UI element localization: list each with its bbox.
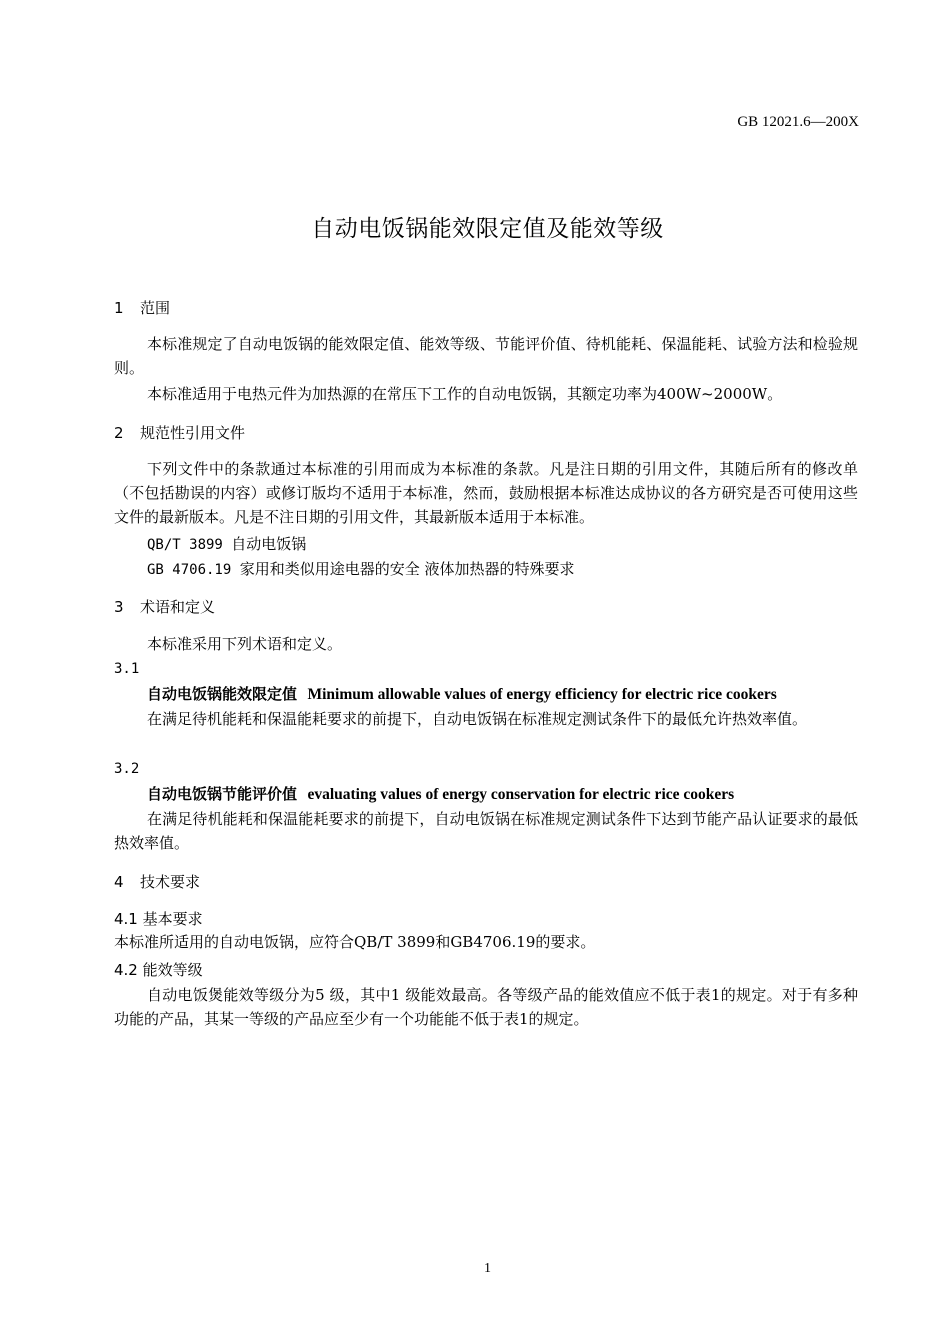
section-2-heading: [114, 421, 858, 445]
term-english: Minimum allowable values of energy efficiency for electric rice cookers: [307, 686, 777, 703]
document-title: 自动电饭锅能效限定值及能效等级: [311, 216, 664, 242]
section-number: 1: [114, 299, 124, 317]
section-title: 技术要求: [140, 873, 201, 891]
term-english: evaluating values of energy conservation for electric rice cookers: [307, 786, 735, 803]
section-1-heading: [114, 296, 858, 320]
section-number: 2: [114, 424, 124, 442]
subsection-4-2-text: 自动电饭煲能效等级分为5 级，其中1 级能效最高。各等级产品的能效值应不低于表1的规定。对于有多种功能的产品，其某一等级的产品应至少有一个功能能不低于表1的规定。: [114, 986, 858, 1028]
reference-title: 家用和类似用途电器的安全 液体加热器的特殊要求: [239, 560, 575, 578]
section-3-intro: 本标准采用下列术语和定义。: [147, 635, 343, 653]
term-number: 3.2: [114, 761, 140, 777]
section-1-paragraph-2: 本标准适用于电热元件为加热源的在常压下工作的自动电饭锅，其额定功率为400W~2000W。: [147, 385, 783, 403]
subsection-4-2-title: 4.2 能效等级: [114, 961, 203, 979]
reference-item: [114, 557, 891, 582]
term-number: 3.1: [114, 661, 140, 677]
section-number: 4: [114, 873, 124, 891]
reference-code: GB 4706.19: [147, 562, 232, 578]
section-title: 术语和定义: [140, 598, 216, 616]
term-heading: [114, 682, 891, 707]
section-title: 规范性引用文件: [140, 424, 246, 442]
reference-code: QB/T 3899: [147, 537, 223, 553]
section-number: 3: [114, 598, 124, 616]
section-1-paragraph-1: 本标准规定了自动电饭锅的能效限定值、能效等级、节能评价值、待机能耗、保温能耗、试验方法和检验规则。: [114, 335, 858, 377]
term-chinese: 自动电饭锅能效限定值: [147, 685, 298, 703]
term-definition: 在满足待机能耗和保温能耗要求的前提下，自动电饭锅在标准规定测试条件下达到节能产品认证要求的最低热效率值。: [114, 810, 858, 852]
section-title: 范围: [140, 299, 171, 317]
section-2-paragraph: 下列文件中的条款通过本标准的引用而成为本标准的条款。凡是注日期的引用文件，其随后所有的修改单（不包括勘误的内容）或修订版均不适用于本标准，然而，鼓励根据本标准达成协议的各方研究是否可使用这些文件的最新版本。凡是不注日期的引用文件，其最新版本适用于本标准。: [114, 460, 858, 526]
reference-item: [114, 532, 891, 557]
term-heading: [114, 782, 891, 807]
standard-code: GB 12021.6—200X: [737, 114, 859, 130]
section-3-heading: [114, 595, 858, 619]
subsection-4-1-title: 4.1 基本要求: [114, 910, 203, 928]
term-definition: 在满足待机能耗和保温能耗要求的前提下，自动电饭锅在标准规定测试条件下的最低允许热效率值。: [147, 710, 808, 728]
subsection-4-1-text: 本标准所适用的自动电饭锅，应符合QB/T 3899和GB4706.19的要求。: [114, 933, 596, 951]
section-4-heading: [114, 870, 858, 894]
term-chinese: 自动电饭锅节能评价值: [147, 785, 298, 803]
page-number: 1: [484, 1261, 491, 1276]
reference-title: 自动电饭锅: [231, 535, 307, 553]
